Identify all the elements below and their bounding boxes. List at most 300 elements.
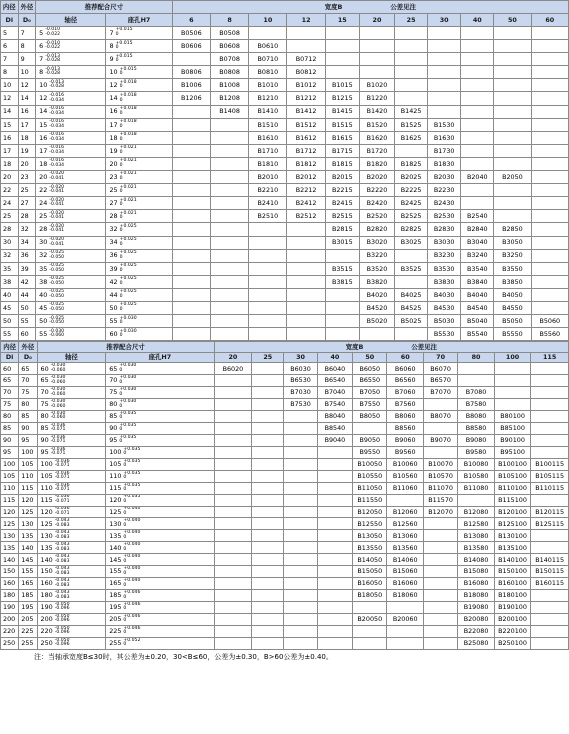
tolerance-stack (55, 531, 70, 540)
table-row (1, 566, 569, 578)
lower-deviation: -0.060 (50, 367, 66, 373)
part-number (252, 387, 284, 399)
inner-diameter: 220 (1, 625, 19, 637)
part-number (252, 566, 284, 578)
part-number: B2430 (428, 197, 461, 210)
tolerance-stack (49, 159, 64, 168)
part-number (172, 288, 210, 301)
part-number (284, 542, 317, 554)
part-number (317, 602, 352, 614)
nominal-size: 185 (109, 591, 122, 600)
outer-diameter: 39 (18, 262, 36, 275)
part-number: B9080 (458, 434, 495, 446)
part-number: B1530 (428, 118, 461, 131)
tolerance-stack (123, 472, 140, 481)
part-number (252, 625, 284, 637)
upper-deviation: +0.030 (119, 398, 137, 404)
lower-deviation: -0.050 (49, 307, 65, 313)
part-number (252, 542, 284, 554)
shaft-diameter (37, 375, 106, 387)
upper-deviation: +0.015 (115, 27, 133, 33)
part-number (458, 375, 495, 387)
tolerance-stack (120, 330, 137, 339)
nominal-size: 60 (109, 330, 118, 338)
part-number (252, 434, 284, 446)
nominal-size: 34 (109, 238, 118, 247)
hole-diameter (106, 578, 214, 590)
tolerance-stack (49, 330, 64, 339)
table-small-sizes (0, 0, 569, 341)
lower-deviation: -0.022 (45, 45, 61, 51)
part-number: B220100 (494, 625, 531, 637)
header-hole: 座孔H7 (106, 14, 172, 27)
inner-diameter: 18 (1, 157, 19, 170)
part-number (172, 118, 210, 131)
part-number (214, 434, 252, 446)
part-number (325, 40, 359, 53)
inner-diameter: 160 (1, 578, 19, 590)
upper-deviation: -0.050 (54, 601, 70, 607)
tolerance-stack (49, 317, 64, 326)
hole-diameter (106, 184, 172, 197)
part-number (531, 288, 568, 301)
outer-diameter: 19 (18, 144, 36, 157)
table-row (1, 197, 569, 210)
tolerance-stack (123, 567, 140, 576)
outer-diameter: 80 (19, 399, 37, 411)
nominal-size: 17 (39, 146, 48, 155)
nominal-size: 225 (109, 627, 122, 636)
inner-diameter: 55 (1, 328, 19, 341)
part-number (325, 249, 359, 262)
shaft-diameter (36, 171, 106, 184)
nominal-size: 125 (109, 507, 122, 516)
lower-deviation: -0.041 (49, 241, 65, 247)
lower-deviation: -0.083 (54, 594, 70, 600)
part-number (531, 171, 568, 184)
nominal-size: 32 (39, 251, 48, 260)
part-number (317, 518, 352, 530)
part-number: B2030 (428, 171, 461, 184)
part-number (172, 157, 210, 170)
upper-deviation: +0.035 (119, 410, 137, 416)
upper-deviation: -0.030 (50, 398, 66, 404)
part-number: B6040 (317, 363, 352, 375)
hole-diameter (106, 542, 214, 554)
part-number (461, 53, 494, 66)
upper-deviation: -0.010 (45, 40, 61, 46)
shaft-diameter (36, 105, 106, 118)
part-number (284, 590, 317, 602)
part-number: B7060 (387, 387, 424, 399)
upper-deviation: +0.018 (119, 132, 137, 138)
outer-diameter: 14 (18, 92, 36, 105)
tolerance-stack (116, 55, 133, 64)
part-number: B3240 (461, 249, 494, 262)
header-width-col: 8 (210, 14, 248, 27)
outer-diameter: 135 (19, 530, 37, 542)
part-number: B2010 (249, 171, 287, 184)
part-number (531, 363, 569, 375)
part-number (214, 411, 252, 423)
part-number: B8560 (387, 422, 424, 434)
hole-diameter (106, 275, 172, 288)
part-number: B2415 (325, 197, 359, 210)
shaft-diameter (36, 236, 106, 249)
tolerance-stack (51, 436, 66, 445)
upper-deviation: -0.020 (49, 197, 65, 203)
lower-deviation: 0 (119, 110, 123, 116)
header-width-col: 50 (494, 14, 531, 27)
upper-deviation: -0.020 (49, 223, 65, 229)
nominal-size: 55 (109, 316, 118, 325)
outer-diameter: 28 (18, 210, 36, 223)
lower-deviation: -0.050 (49, 293, 65, 299)
shaft-diameter (37, 637, 106, 649)
inner-diameter: 190 (1, 602, 19, 614)
part-number: B11070 (423, 482, 457, 494)
part-number (461, 105, 494, 118)
tolerance-stack (123, 495, 140, 504)
shaft-diameter (37, 434, 106, 446)
upper-deviation: +0.025 (119, 276, 137, 282)
lower-deviation: 0 (115, 45, 119, 51)
outer-diameter: 195 (19, 602, 37, 614)
part-number: B12070 (423, 506, 457, 518)
part-number: B120100 (494, 506, 531, 518)
part-number (531, 613, 569, 625)
part-number (423, 530, 457, 542)
upper-deviation: -0.020 (49, 236, 65, 242)
part-number: B20060 (387, 613, 424, 625)
part-number (214, 530, 252, 542)
nominal-size: 80 (40, 412, 49, 421)
lower-deviation: -0.060 (50, 415, 66, 421)
tolerance-stack (51, 364, 66, 373)
part-number (172, 171, 210, 184)
lower-deviation: -0.083 (54, 570, 70, 576)
inner-diameter: 90 (1, 434, 19, 446)
shaft-diameter (37, 566, 106, 578)
hole-diameter (106, 482, 214, 494)
lower-deviation: -0.096 (54, 618, 70, 624)
part-number (210, 262, 248, 275)
nominal-size: 44 (109, 290, 118, 299)
part-number: B20080 (458, 613, 495, 625)
part-number (214, 387, 252, 399)
part-number (317, 530, 352, 542)
shaft-diameter (36, 301, 106, 314)
shaft-diameter (36, 27, 106, 40)
table-row (1, 131, 569, 144)
part-number: B4520 (359, 301, 394, 314)
nominal-size: 110 (40, 483, 53, 492)
part-number (172, 53, 210, 66)
outer-diameter: 7 (18, 27, 36, 40)
tolerance-stack (120, 264, 137, 273)
inner-diameter: 95 (1, 446, 19, 458)
part-number: B15060 (387, 566, 424, 578)
part-number: B13560 (387, 542, 424, 554)
part-number (531, 602, 569, 614)
part-number (252, 613, 284, 625)
shaft-diameter (37, 625, 106, 637)
tolerance-stack (123, 543, 140, 552)
tolerance-stack (51, 376, 66, 385)
lower-deviation: -0.050 (49, 280, 65, 286)
upper-deviation: +0.040 (123, 554, 141, 560)
part-number: B9550 (353, 446, 387, 458)
part-number (423, 446, 457, 458)
part-number: B2220 (359, 184, 394, 197)
part-number: B7030 (284, 387, 317, 399)
header-width-col: 70 (423, 352, 457, 363)
part-number (287, 249, 325, 262)
upper-deviation: -0.020 (49, 184, 65, 190)
upper-deviation: +0.030 (119, 375, 137, 381)
part-number (387, 637, 424, 649)
part-number (252, 506, 284, 518)
upper-deviation: +0.015 (115, 53, 133, 59)
lower-deviation: 0 (115, 58, 119, 64)
shaft-diameter (37, 446, 106, 458)
header-di-symbol: Di (1, 14, 19, 27)
inner-diameter: 105 (1, 470, 19, 482)
lower-deviation: 0 (123, 487, 127, 493)
part-number (325, 27, 359, 40)
part-number: B1625 (395, 131, 428, 144)
part-number (531, 157, 568, 170)
part-number (249, 301, 287, 314)
lower-deviation: -0.096 (54, 630, 70, 636)
part-number (317, 566, 352, 578)
part-number (284, 554, 317, 566)
part-number (287, 315, 325, 328)
part-number: B7530 (284, 399, 317, 411)
inner-diameter: 70 (1, 387, 19, 399)
part-number: B1415 (325, 105, 359, 118)
part-number: B10080 (458, 458, 495, 470)
part-number (287, 275, 325, 288)
part-number (531, 262, 568, 275)
shaft-diameter (37, 422, 106, 434)
part-number (214, 554, 252, 566)
part-number: B20050 (353, 613, 387, 625)
upper-deviation: -0.043 (54, 589, 70, 595)
tolerance-stack (45, 28, 60, 37)
part-number (210, 171, 248, 184)
part-number (428, 79, 461, 92)
header-width-group (172, 1, 568, 14)
nominal-size: 115 (109, 483, 122, 492)
part-number: B2830 (428, 223, 461, 236)
upper-deviation: -0.043 (54, 554, 70, 560)
part-number: B80100 (494, 411, 531, 423)
nominal-size: 12 (109, 81, 118, 90)
shaft-diameter (37, 530, 106, 542)
lower-deviation: 0 (123, 642, 127, 648)
lower-deviation: 0 (123, 546, 127, 552)
outer-diameter: 32 (18, 223, 36, 236)
outer-diameter: 165 (19, 578, 37, 590)
hole-diameter (106, 590, 214, 602)
lower-deviation: -0.041 (49, 189, 65, 195)
part-number (317, 506, 352, 518)
table-row (1, 105, 569, 118)
part-number: B3540 (461, 262, 494, 275)
part-number (317, 446, 352, 458)
part-number: B7540 (317, 399, 352, 411)
part-number: B150115 (531, 566, 569, 578)
lower-deviation: -0.050 (49, 320, 65, 326)
part-number (461, 27, 494, 40)
part-number (531, 275, 568, 288)
tolerance-stack (120, 317, 137, 326)
lower-deviation: 0 (119, 391, 123, 397)
part-number (531, 40, 568, 53)
part-number: B6030 (284, 363, 317, 375)
table-row (1, 171, 569, 184)
header-do-symbol: D₀ (18, 14, 36, 27)
part-number: B0806 (172, 66, 210, 79)
outer-diameter: 23 (18, 171, 36, 184)
table-row (1, 422, 569, 434)
shaft-diameter (36, 249, 106, 262)
nominal-size: 115 (40, 495, 53, 504)
nominal-size: 27 (109, 199, 118, 208)
part-number (395, 27, 428, 40)
part-number: B9560 (387, 446, 424, 458)
upper-deviation: +0.046 (123, 625, 141, 631)
nominal-size: 10 (109, 68, 118, 77)
part-number (461, 118, 494, 131)
tolerance-stack (120, 212, 137, 221)
lower-deviation: -0.071 (50, 439, 66, 445)
tolerance-stack (49, 290, 64, 299)
part-number: B250100 (494, 637, 531, 649)
upper-deviation: -0.050 (54, 613, 70, 619)
upper-deviation: -0.036 (50, 422, 66, 428)
part-number: B3025 (395, 236, 428, 249)
nominal-size: 190 (40, 603, 53, 612)
upper-deviation: +0.035 (123, 494, 141, 500)
part-number (531, 223, 568, 236)
part-number (531, 422, 569, 434)
tolerance-stack (55, 519, 70, 528)
part-number: B13060 (387, 530, 424, 542)
tolerance-stack (120, 251, 137, 260)
hole-diameter (106, 387, 214, 399)
part-number: B5060 (531, 315, 568, 328)
part-number (531, 118, 568, 131)
part-number (252, 482, 284, 494)
lower-deviation: 0 (119, 189, 123, 195)
outer-diameter: 70 (19, 375, 37, 387)
shaft-diameter (36, 315, 106, 328)
part-number: B14050 (353, 554, 387, 566)
header-width-col: 20 (214, 352, 252, 363)
nominal-size: 120 (40, 507, 53, 516)
outer-diameter: 110 (19, 470, 37, 482)
hole-diameter (106, 375, 214, 387)
inner-diameter: 120 (1, 506, 19, 518)
part-number: B12080 (458, 506, 495, 518)
part-number: B1220 (359, 92, 394, 105)
lower-deviation: 0 (119, 97, 123, 103)
part-number: B9050 (353, 434, 387, 446)
part-number: B105115 (531, 470, 569, 482)
lower-deviation: 0 (123, 534, 127, 540)
part-number: B0810 (249, 66, 287, 79)
nominal-size: 60 (40, 364, 49, 373)
inner-diameter: 16 (1, 131, 19, 144)
nominal-size: 25 (39, 212, 48, 221)
part-number (395, 66, 428, 79)
table-row (1, 118, 569, 131)
part-number (325, 315, 359, 328)
nominal-size: 23 (109, 172, 118, 181)
part-number (284, 494, 317, 506)
inner-diameter: 85 (1, 422, 19, 434)
part-number: B3850 (494, 275, 531, 288)
nominal-size: 120 (109, 495, 122, 504)
part-number (210, 144, 248, 157)
part-number (317, 613, 352, 625)
part-number: B95100 (494, 446, 531, 458)
part-number (353, 602, 387, 614)
hole-diameter (106, 118, 172, 131)
part-number: B10550 (353, 470, 387, 482)
part-number (461, 66, 494, 79)
part-number (353, 422, 387, 434)
part-number (214, 542, 252, 554)
tolerance-stack (120, 172, 137, 181)
nominal-size: 38 (39, 277, 48, 286)
tolerance-stack (55, 579, 70, 588)
part-number: B16060 (387, 578, 424, 590)
part-number: B5020 (359, 315, 394, 328)
table-row (1, 79, 569, 92)
part-number (172, 328, 210, 341)
part-number: B6540 (317, 375, 352, 387)
lower-deviation: -0.050 (49, 254, 65, 260)
part-number (458, 363, 495, 375)
outer-diameter: 90 (19, 422, 37, 434)
nominal-size: 16 (109, 107, 118, 116)
part-number (172, 223, 210, 236)
part-number (214, 613, 252, 625)
part-number (423, 590, 457, 602)
part-number: B8060 (387, 411, 424, 423)
part-number (287, 301, 325, 314)
part-number (172, 315, 210, 328)
upper-deviation: -0.050 (54, 637, 70, 643)
part-number: B0608 (210, 40, 248, 53)
tolerance-stack (51, 424, 66, 433)
nominal-size: 55 (39, 330, 48, 338)
part-number (210, 223, 248, 236)
part-number (284, 422, 317, 434)
part-number: B19080 (458, 602, 495, 614)
upper-deviation: +0.035 (123, 482, 141, 488)
part-number (494, 363, 531, 375)
part-number (531, 530, 569, 542)
lower-deviation: 0 (119, 71, 123, 77)
nominal-size: 16 (39, 133, 48, 142)
part-number (214, 518, 252, 530)
part-number: B115100 (494, 494, 531, 506)
tolerance-stack (120, 290, 137, 299)
